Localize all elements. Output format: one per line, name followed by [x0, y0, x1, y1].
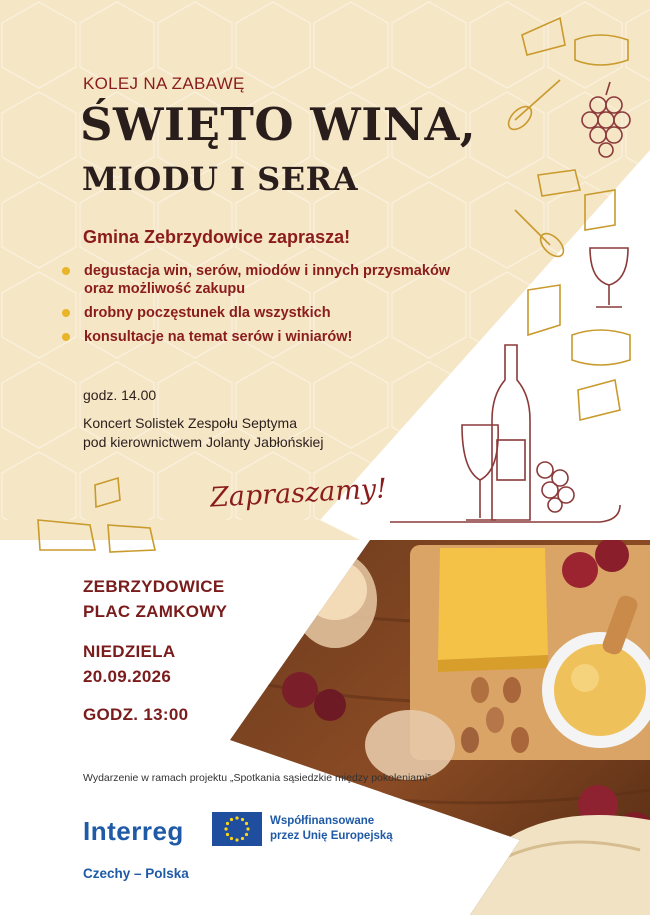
eu-line-1: Współfinansowane: [270, 815, 375, 827]
eu-line-2: przez Unię Europejską: [270, 830, 393, 842]
wine-sketch: [390, 345, 620, 522]
bullet-dot-icon: [62, 309, 70, 317]
place-line-1: ZEBRZYDOWICE: [83, 577, 225, 596]
place-line-2: PLAC ZAMKOWY: [83, 602, 228, 621]
interreg-logo: Interreg: [83, 816, 184, 846]
grapes-sketch: [582, 82, 630, 157]
bullet-item: [62, 262, 450, 298]
bullet-text: konsultacje na temat serów i winiarów!: [84, 329, 353, 345]
wineglass-sketch: [590, 248, 628, 307]
event-place: [83, 574, 227, 624]
bullet-dot-icon: [62, 267, 70, 275]
event-hour: GODZ. 13:00: [83, 705, 189, 724]
program-description: [83, 414, 403, 452]
invite-text: Gmina Zebrzydowice zaprasza!: [83, 227, 351, 247]
event-date: [83, 639, 175, 689]
bullet-text: drobny poczęstunek dla wszystkich: [84, 305, 331, 321]
bullet-text: degustacja win, serów, miodów i innych przysmaków: [84, 263, 451, 279]
program-time: godz. 14.00: [83, 387, 157, 403]
eu-cofinancing-text: [270, 814, 393, 844]
region-text: Czechy – Polska: [83, 866, 189, 881]
event-date-value: 20.09.2026: [83, 667, 172, 686]
event-day: NIEDZIELA: [83, 642, 176, 661]
title-line-2: MIODU I SERA: [82, 160, 359, 198]
project-note: Wydarzenie w ramach projektu „Spotkania sąsiedzkie między pokoleniami”: [83, 772, 431, 784]
signature-text: Zapraszamy!: [209, 473, 388, 514]
bullet-item: [62, 328, 450, 346]
title-line-1: ŚWIĘTO WINA,: [80, 98, 477, 151]
kicker: KOLEJ NA ZABAWĘ: [83, 74, 245, 93]
bullet-list: [62, 262, 450, 352]
program-line-1: Koncert Solistek Zespołu Septyma: [83, 415, 297, 431]
bullet-item: [62, 304, 450, 322]
bullet-dot-icon: [62, 333, 70, 341]
bullet-text-cont: oraz możliwość zakupu: [84, 281, 246, 297]
eu-flag-icon: [212, 812, 262, 846]
program-line-2: pod kierownictwem Jolanty Jabłońskiej: [83, 434, 324, 450]
